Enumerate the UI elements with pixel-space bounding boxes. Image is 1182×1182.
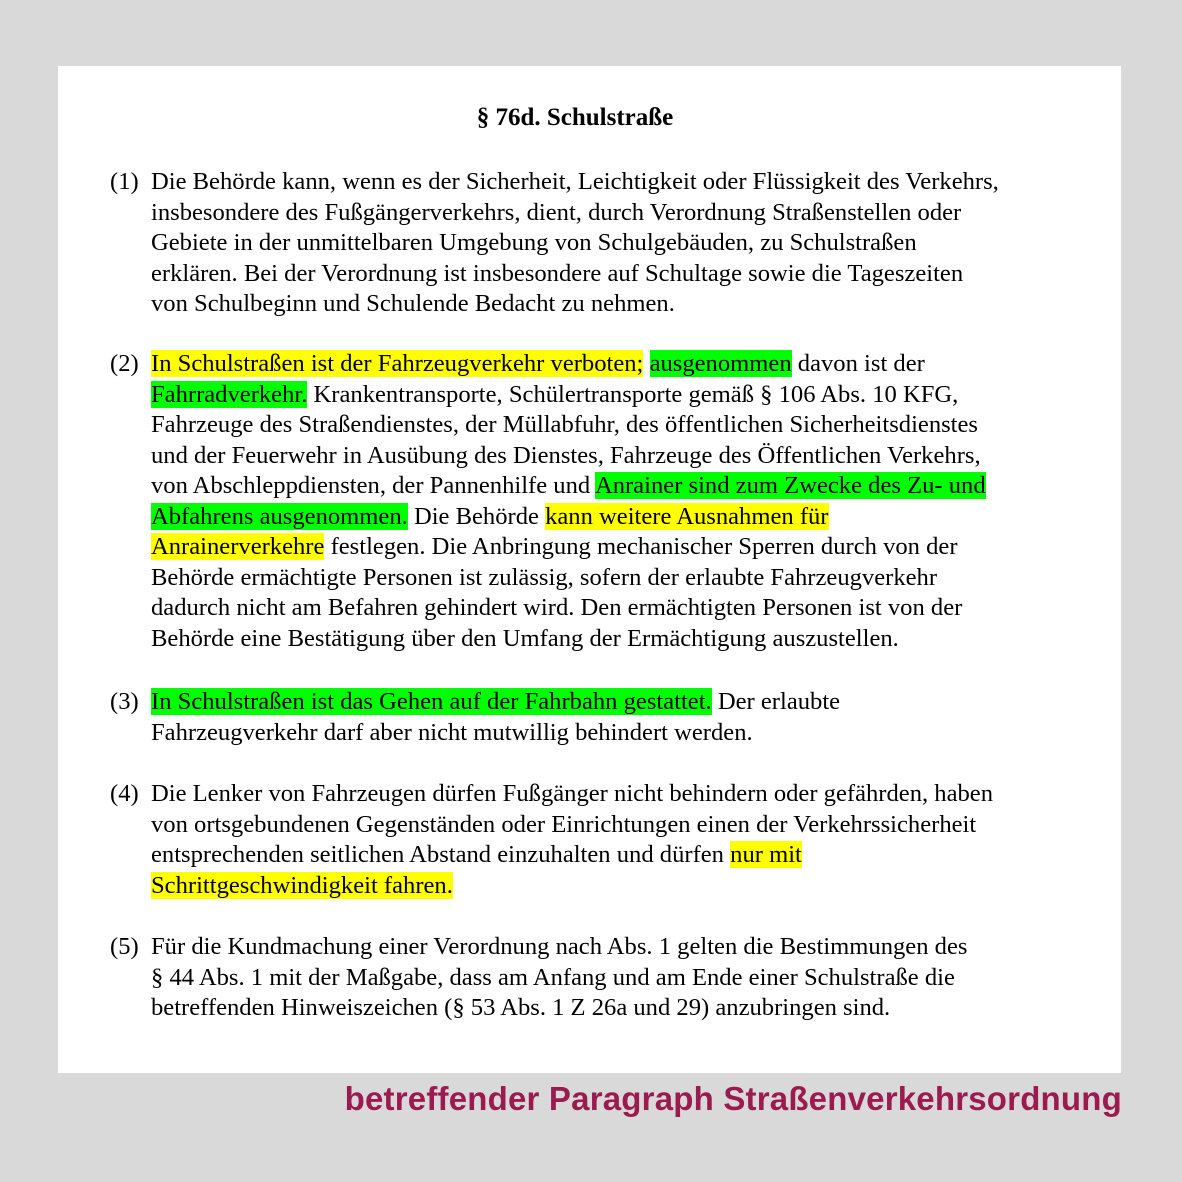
highlight-yellow: In Schulstraßen ist der Fahrzeugverkehr verboten; bbox=[151, 350, 644, 377]
paragraph-text bbox=[151, 687, 1081, 748]
text-line bbox=[151, 532, 1081, 563]
text-segment: Der erlaubte bbox=[711, 688, 841, 715]
paragraph-text bbox=[151, 932, 1081, 1024]
text-segment: von ortsgebundenen Gegenständen oder Einrichtungen einen der Verkehrssicherheit bbox=[151, 810, 977, 838]
text-segment: Die Behörde bbox=[407, 502, 546, 530]
text-segment: Fahrzeuge des Straßendienstes, der Müllabfuhr, des öffentlichen Sicherheitsdienstes bbox=[151, 411, 979, 438]
text-segment: dadurch nicht am Befahren gehindert wird. Den ermächtigten Personen ist von der bbox=[151, 594, 963, 621]
text-segment: insbesondere des Fußgängerverkehrs, dient, durch Verordnung Straßenstellen oder bbox=[151, 198, 962, 226]
text-segment: von Schulbeginn und Schulende Bedacht zu nehmen. bbox=[151, 290, 675, 317]
text-line bbox=[151, 563, 1081, 594]
document-title: § 76d. Schulstraße bbox=[476, 104, 674, 131]
text-segment: Die Lenker von Fahrzeugen dürfen Fußgänger nicht behindern oder gefährden, haben bbox=[151, 780, 994, 807]
text-line bbox=[151, 718, 1081, 749]
text-line bbox=[151, 502, 1081, 533]
text-segment: Die Behörde kann, wenn es der Sicherheit, Leichtigkeit oder Flüssigkeit des Verkehrs, bbox=[151, 168, 999, 195]
highlight-green: In Schulstraßen ist das Gehen auf der Fahrbahn gestattet. bbox=[151, 688, 712, 715]
text-line bbox=[151, 289, 1081, 320]
text-line bbox=[151, 410, 1081, 441]
highlight-yellow: Anrainerverkehre bbox=[151, 533, 325, 560]
text-line bbox=[151, 932, 1081, 963]
text-line bbox=[151, 380, 1081, 411]
text-segment: Behörde eine Bestätigung über den Umfang der Ermächtigung auszustellen. bbox=[151, 624, 899, 652]
text-segment: entsprechenden seitlichen Abstand einzuhalten und dürfen bbox=[151, 841, 731, 868]
text-line bbox=[151, 198, 1081, 229]
highlight-green: Anrainer sind zum Zwecke des Zu- und bbox=[594, 472, 986, 499]
text-segment: Krankentransporte, Schülertransporte gemäß § 106 Abs. 10 KFG, bbox=[307, 380, 959, 408]
highlight-yellow: nur mit bbox=[730, 841, 802, 868]
text-line bbox=[151, 167, 1081, 198]
text-line bbox=[151, 687, 1081, 718]
text-line bbox=[151, 779, 1081, 810]
paragraph-number: (1) bbox=[110, 168, 139, 195]
paragraph-number: (3) bbox=[110, 688, 139, 715]
text-segment: § 44 Abs. 1 mit der Maßgabe, dass am Anfang und am Ende einer Schulstraße die bbox=[151, 963, 955, 991]
text-line bbox=[151, 349, 1081, 380]
paragraph-text bbox=[151, 349, 1081, 654]
text-line bbox=[151, 963, 1081, 994]
paragraph-number: (5) bbox=[110, 933, 139, 960]
text-segment: betreffenden Hinweiszeichen (§ 53 Abs. 1 Z 26a und 29) anzubringen sind. bbox=[151, 994, 891, 1021]
text-segment: erklären. Bei der Verordnung ist insbesondere auf Schultage sowie die Tageszeiten bbox=[151, 259, 964, 287]
text-line bbox=[151, 810, 1081, 841]
paragraph-text bbox=[151, 167, 1081, 320]
text-line bbox=[151, 228, 1081, 259]
caption: betreffender Paragraph Straßenverkehrsordnung bbox=[344, 1080, 1122, 1117]
text-line bbox=[151, 840, 1081, 871]
text-segment: und der Feuerwehr in Ausübung des Dienstes, Fahrzeuge des Öffentlichen Verkehrs, bbox=[151, 441, 981, 469]
text-segment: von Abschleppdiensten, der Pannenhilfe und bbox=[151, 472, 595, 499]
paragraph-number: (2) bbox=[110, 350, 139, 377]
text-line bbox=[151, 993, 1081, 1024]
highlight-yellow: kann weitere Ausnahmen für bbox=[545, 502, 829, 530]
paragraph-text bbox=[151, 779, 1081, 901]
text-line bbox=[151, 259, 1081, 290]
text-segment: Für die Kundmachung einer Verordnung nach Abs. 1 gelten die Bestimmungen des bbox=[151, 933, 968, 960]
text-segment: festlegen. Die Anbringung mechanischer Sperren durch von der bbox=[324, 533, 958, 560]
highlight-yellow: Schrittgeschwindigkeit fahren. bbox=[151, 871, 453, 899]
paragraph-number: (4) bbox=[110, 780, 139, 807]
highlight-green: Abfahrens ausgenommen. bbox=[151, 502, 408, 530]
text-segment bbox=[643, 350, 649, 377]
text-line bbox=[151, 871, 1081, 902]
highlight-green: ausgenommen bbox=[649, 350, 792, 377]
text-segment: Gebiete in der unmittelbaren Umgebung von Schulgebäuden, zu Schulstraßen bbox=[151, 229, 917, 256]
text-line bbox=[151, 624, 1081, 655]
text-segment: davon ist der bbox=[791, 350, 925, 377]
highlight-green: Fahrradverkehr. bbox=[151, 380, 308, 408]
text-line bbox=[151, 441, 1081, 472]
text-line bbox=[151, 593, 1081, 624]
text-line bbox=[151, 471, 1081, 502]
text-segment: Fahrzeugverkehr darf aber nicht mutwillig behindert werden. bbox=[151, 718, 753, 746]
text-segment: Behörde ermächtigte Personen ist zulässig, sofern der erlaubte Fahrzeugverkehr bbox=[151, 563, 938, 591]
